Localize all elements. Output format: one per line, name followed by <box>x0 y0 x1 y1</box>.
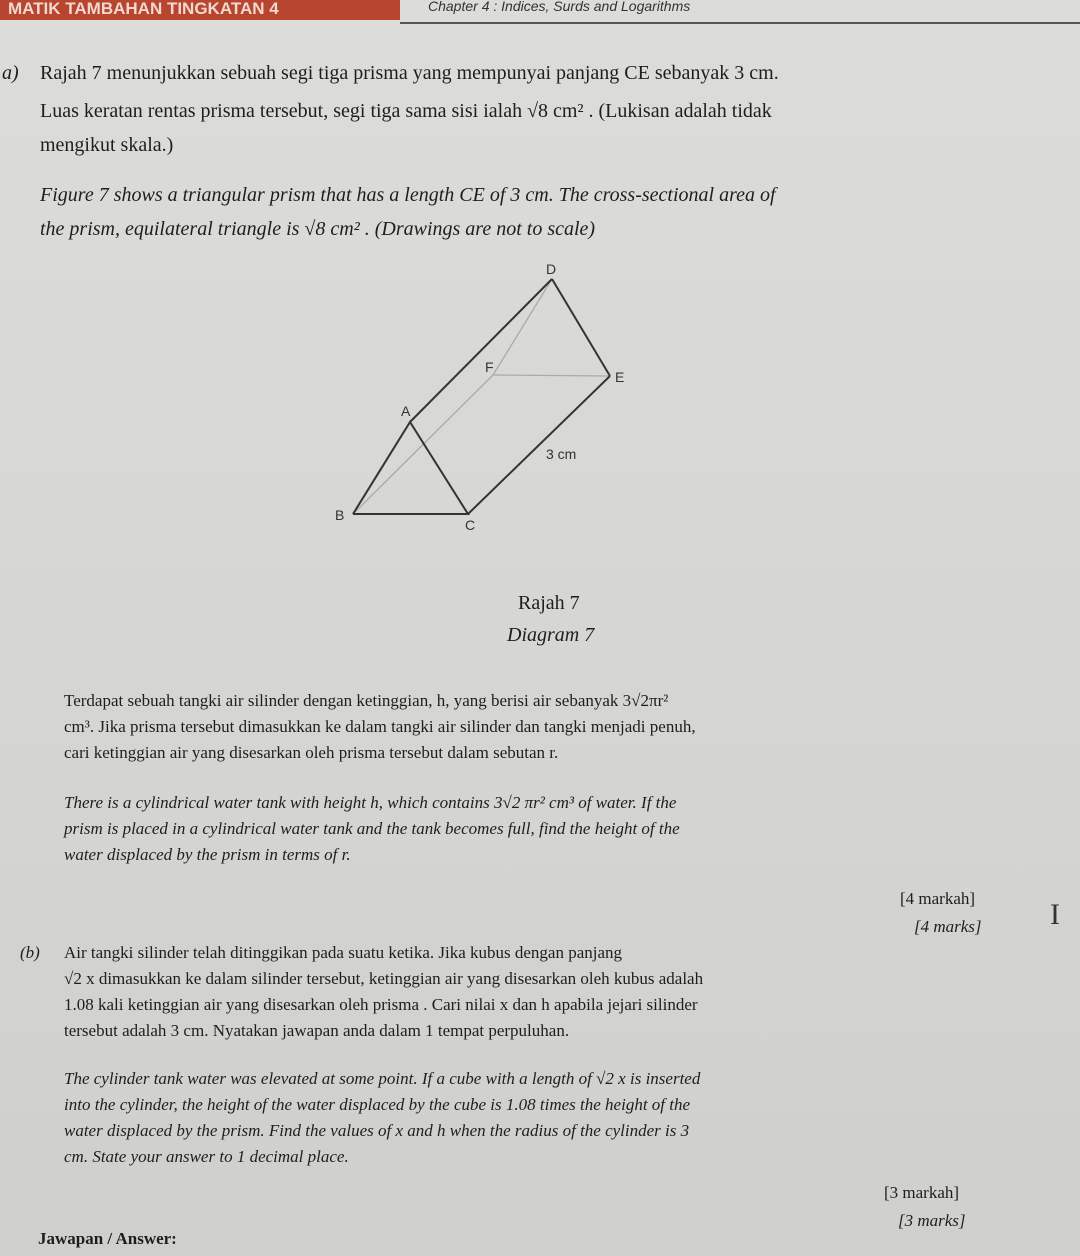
question-english-line: prism is placed in a cylindrical water tank and the tank becomes full, find the height of the <box>64 819 680 838</box>
marks-english: [4 marks] <box>914 917 982 936</box>
question-english-line: There is a cylindrical water tank with height h, which contains 3√2 πr² cm³ of water. If the <box>64 793 677 812</box>
edge-ce <box>468 376 610 514</box>
label-e: E <box>615 369 625 385</box>
marks-malay: [4 markah] <box>900 889 976 908</box>
part-a-malay-line: Rajah 7 menunjukkan sebuah segi tiga prisma yang mempunyai panjang CE sebanyak 3 cm. <box>40 62 779 84</box>
front-triangle <box>353 422 468 514</box>
question-english-line: water displaced by the prism in terms of r. <box>64 845 351 864</box>
length-label: 3 cm <box>546 446 577 462</box>
label-b: B <box>335 507 345 523</box>
chapter-title: Chapter 4 : Indices, Surds and Logarithms <box>428 0 691 14</box>
hidden-edge-fd <box>493 279 552 375</box>
edge-ad <box>410 279 552 422</box>
part-b-marks-english: [3 marks] <box>898 1211 966 1230</box>
part-b-english-line: water displaced by the prism. Find the values of x and h when the radius of the cylinder is 3 <box>64 1121 690 1140</box>
part-b-marks-malay: [3 markah] <box>884 1183 960 1202</box>
part-a-malay-line: Luas keratan rentas prisma tersebut, segi tiga sama sisi ialah √8 cm² . (Lukisan adalah tidak <box>40 100 772 122</box>
label-a: A <box>401 403 411 419</box>
part-b-english-line: cm. State your answer to 1 decimal place. <box>64 1147 349 1166</box>
label-c: C <box>465 517 476 533</box>
part-a-label: a) <box>2 62 19 84</box>
part-b-malay-line: tersebut adalah 3 cm. Nyatakan jawapan anda dalam 1 tempat perpuluhan. <box>64 1021 570 1040</box>
header-divider <box>400 22 1080 24</box>
part-a-english-line: Figure 7 shows a triangular prism that has a length CE of 3 cm. The cross-sectional area of <box>40 184 776 206</box>
label-f: F <box>485 359 494 375</box>
hidden-edge-fe <box>493 375 610 376</box>
label-d: D <box>546 261 557 277</box>
hidden-edge-bf <box>353 375 493 514</box>
text-cursor-icon: I <box>1050 898 1060 931</box>
question-malay-line: Terdapat sebuah tangki air silinder dengan ketinggian, h, yang berisi air sebanyak 3√2πr² <box>64 691 669 710</box>
part-b-label: (b) <box>20 943 40 962</box>
part-a-malay-line: mengikut skala.) <box>40 134 174 156</box>
caption-english: Diagram 7 <box>507 624 595 646</box>
part-b-malay-line: Air tangki silinder telah ditinggikan pada suatu ketika. Jika kubus dengan panjang <box>64 943 623 962</box>
part-a-english-line: the prism, equilateral triangle is √8 cm² . (Drawings are not to scale) <box>40 218 596 240</box>
caption-malay: Rajah 7 <box>518 592 580 614</box>
prism-diagram <box>300 250 660 540</box>
part-b-malay-line: 1.08 kali ketinggian air yang disesarkan oleh prisma . Cari nilai x dan h apabila jejari silinder <box>64 995 698 1014</box>
question-malay-line: cari ketinggian air yang disesarkan oleh prisma tersebut dalam sebutan r. <box>64 743 559 762</box>
book-title-band: MATIK TAMBAHAN TINGKATAN 4 <box>0 0 400 20</box>
answer-label: Jawapan / Answer: <box>38 1229 177 1248</box>
question-malay-line: cm³. Jika prisma tersebut dimasukkan ke dalam tangki air silinder dan tangki menjadi penuh, <box>64 717 696 736</box>
part-b-english-line: into the cylinder, the height of the water displaced by the cube is 1.08 times the height of the <box>64 1095 691 1114</box>
part-b-malay-line: √2 x dimasukkan ke dalam silinder tersebut, ketinggian air yang disesarkan oleh kubus adalah <box>64 969 704 988</box>
edge-de <box>552 279 610 376</box>
part-b-english-line: The cylinder tank water was elevated at some point. If a cube with a length of √2 x is inserted <box>64 1069 701 1088</box>
